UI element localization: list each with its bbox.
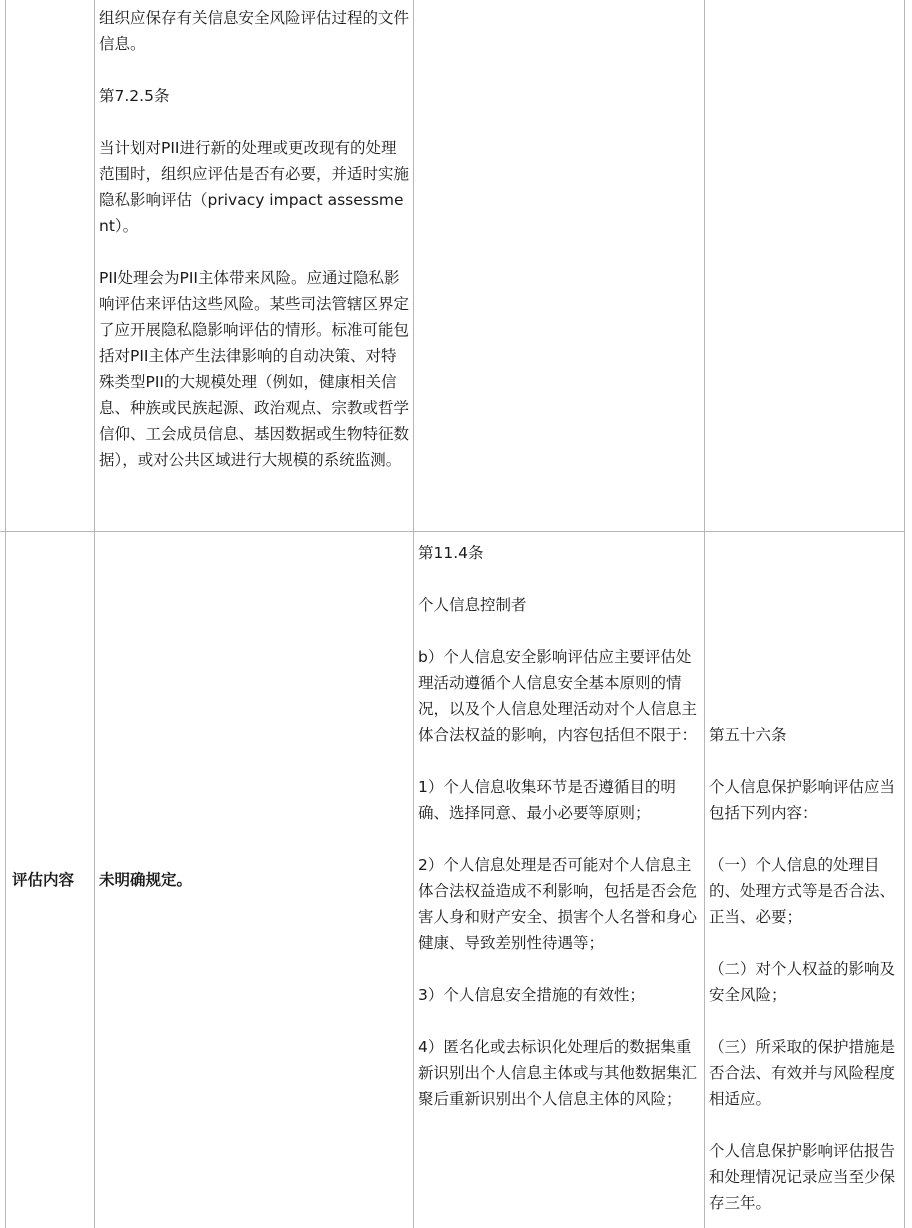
paragraph: 组织应保存有关信息安全风险评估过程的文件信息。 [99,9,410,53]
paragraph: b）个人信息安全影响评估应主要评估处理活动遵循个人信息安全基本原则的情况，以及个人信息处理活动对个人信息主体合法权益的影响，内容包括但不限于： [418,648,698,744]
paragraph: 个人信息控制者 [418,596,527,614]
not-specified-text: 未明确规定。 [99,871,193,889]
column-divider [904,0,905,1228]
paragraph: PII处理会为PII主体带来风险。应通过隐私影响评估来评估这些风险。某些司法管辖区界定了应开展隐私隐影响评估的情形。标准可能包括对PII主体产生法律影响的自动决策、对特殊类型PII的大规模处理（例如，健康相关信息、种族或民族起源、政治观点、宗教或哲学信仰、工会成员信息、基因数据或生物特征数据），或对公共区域进行大规模的系统监测。 [99,269,410,469]
paragraph: 3）个人信息安全措施的有效性； [418,986,645,1004]
row2-col-d [705,722,904,1228]
paragraph: 2）个人信息处理是否可能对个人信息主体合法权益造成不利影响，包括是否会危害人身和财产安全、损害个人名誉和身心健康、导致差别性待遇等； [418,856,698,952]
row2-col-b [95,532,413,1228]
row2-col-c [414,540,704,1228]
article-heading: 第11.4条 [418,544,484,562]
paragraph: （一）个人信息的处理目的、处理方式等是否合法、正当、必要； [709,856,896,926]
row-header-assessment-content: 评估内容 [12,871,75,889]
paragraph: 个人信息保护影响评估报告和处理情况记录应当至少保存三年。 [709,1142,896,1212]
paragraph: （三）所采取的保护措施是否合法、有效并与风险程度相适应。 [709,1038,896,1108]
paragraph: 个人信息保护影响评估应当包括下列内容： [709,778,896,822]
row2-col-a [6,532,94,1228]
row1-col-c [414,0,704,531]
row1-col-d [705,0,904,531]
article-heading: 第五十六条 [709,726,787,744]
paragraph: 当计划对PII进行新的处理或更改现有的处理范围时，组织应评估是否有必要，并适时实施隐私影响评估（privacy impact assessment）。 [99,139,410,235]
row1-col-a [6,0,94,531]
paragraph: 4）匿名化或去标识化处理后的数据集重新识别出个人信息主体或与其他数据集汇聚后重新识别出个人信息主体的风险； [418,1038,698,1108]
paragraph: 1）个人信息收集环节是否遵循目的明确、选择同意、最小必要等原则； [418,778,676,822]
paragraph: （二）对个人权益的影响及安全风险； [709,960,896,1004]
article-heading: 第7.2.5条 [99,87,170,105]
row1-col-b [95,5,413,531]
